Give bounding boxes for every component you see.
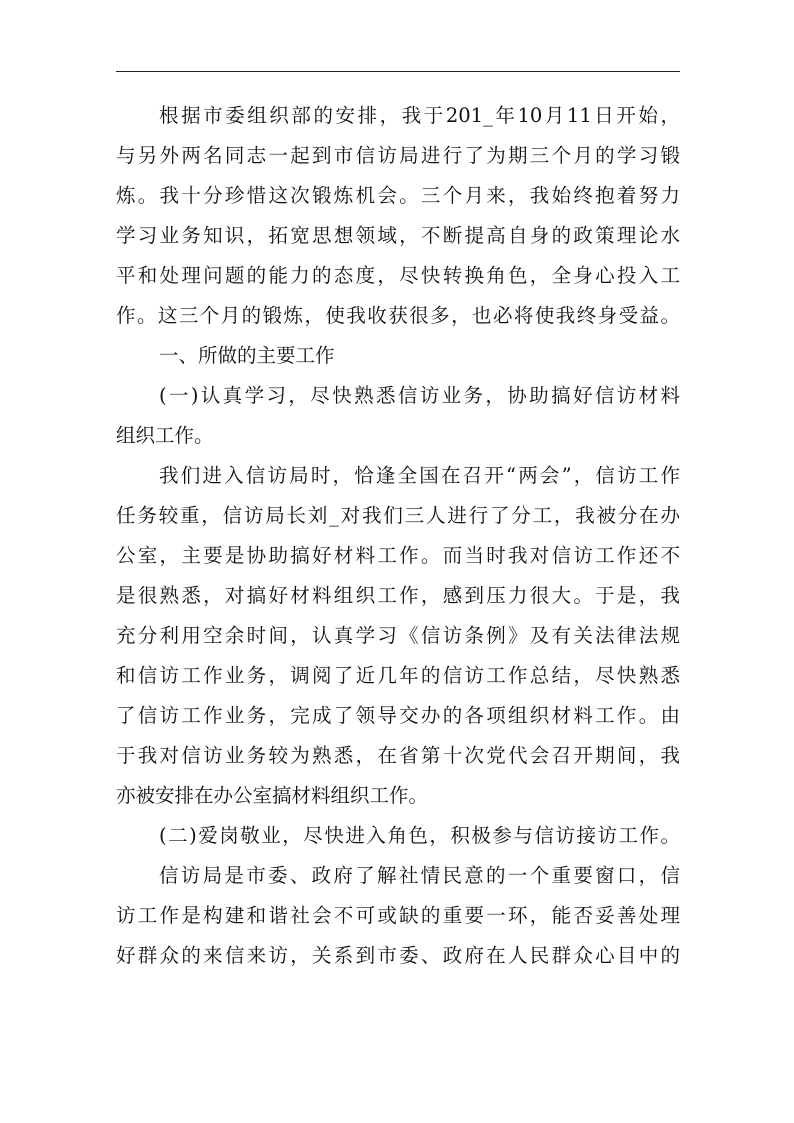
document-body	[116, 96, 680, 976]
text-line: 与另外两名同志一起到市信访局进行了为期三个月的学习锻	[116, 144, 680, 167]
text-line: 一、所做的主要工作	[159, 344, 335, 367]
text-line: 访工作是构建和谐社会不可或缺的重要一环，能否妥善处理	[116, 904, 680, 927]
text-line: 了信访工作业务，完成了领导交办的各项组织材料工作。由	[116, 704, 680, 727]
text-line: 公室，主要是协助搞好材料工作。而当时我对信访工作还不	[116, 544, 680, 567]
text-line: 炼。我十分珍惜这次锻炼机会。三个月来，我始终抱着努力	[116, 184, 680, 207]
text-line: 于我对信访业务较为熟悉，在省第十次党代会召开期间，我	[116, 744, 680, 767]
text-line: 好群众的来信来访，关系到市委、政府在人民群众心目中的	[116, 944, 680, 967]
text-line: 作。这三个月的锻炼，使我收获很多，也必将使我终身受益。	[116, 304, 680, 327]
header-rule	[116, 71, 680, 72]
text-line: 组织工作。	[116, 424, 214, 447]
text-line: 是很熟悉，对搞好材料组织工作，感到压力很大。于是，我	[116, 584, 680, 607]
text-line: 亦被安排在办公室搞材料组织工作。	[116, 784, 429, 807]
text-line: 信访局是市委、政府了解社情民意的一个重要窗口，信	[159, 864, 680, 887]
text-line: 和信访工作业务，调阅了近几年的信访工作总结，尽快熟悉	[116, 664, 680, 687]
text-line: (一)认真学习，尽快熟悉信访业务，协助搞好信访材料	[159, 384, 680, 407]
text-line: (二)爱岗敬业，尽快进入角色，积极参与信访接访工作。	[159, 824, 680, 847]
text-line: 充分利用空余时间，认真学习《信访条例》及有关法律法规	[116, 624, 680, 647]
text-line: 根据市委组织部的安排，我于201_年10月11日开始，	[159, 104, 680, 127]
text-line: 任务较重，信访局长刘_对我们三人进行了分工，我被分在办	[116, 504, 680, 527]
text-line: 学习业务知识，拓宽思想领域，不断提高自身的政策理论水	[116, 224, 680, 247]
text-line: 我们进入信访局时，恰逢全国在召开“两会”，信访工作	[159, 464, 680, 487]
text-line: 平和处理问题的能力的态度，尽快转换角色，全身心投入工	[116, 264, 680, 287]
